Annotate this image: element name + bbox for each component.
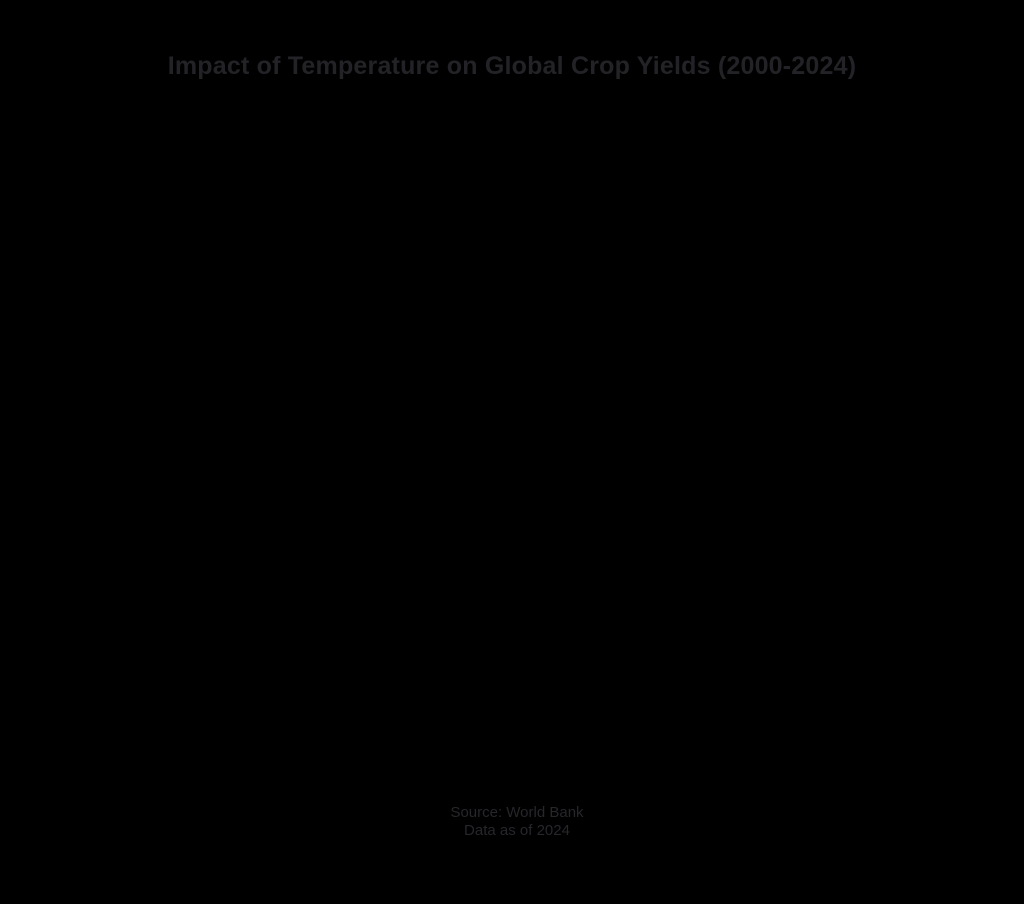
caption-line-2: Data as of 2024 [464, 822, 570, 839]
figure-caption [5, 804, 1024, 840]
caption-line-1: Source: World Bank [450, 804, 584, 821]
figure-title: Impact of Temperature on Global Crop Yields (2000-2024) [167, 52, 857, 80]
